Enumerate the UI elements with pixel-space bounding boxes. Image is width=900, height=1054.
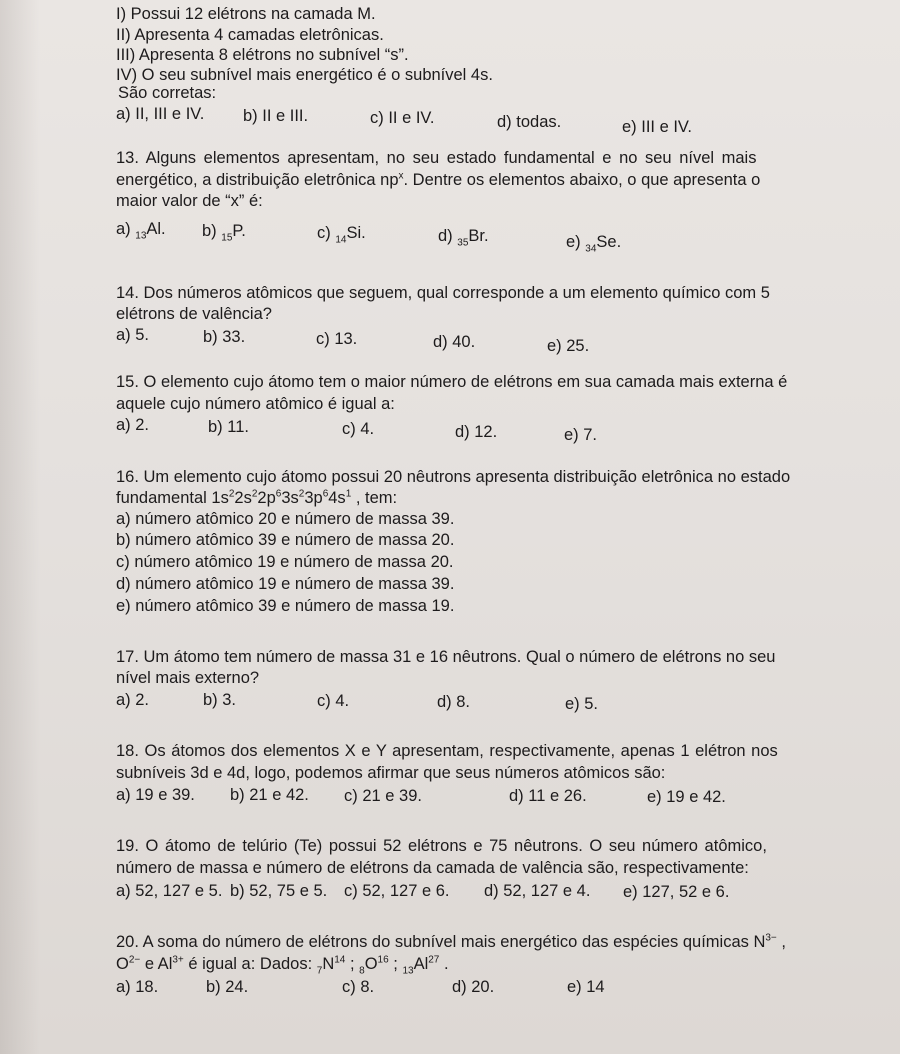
question-text: número de massa e número de elétrons da camada de valência são, respectivamente: xyxy=(116,859,749,877)
option-d: d) 11 e 26. xyxy=(509,787,587,805)
option-b: b) $_{15}$P. xyxy=(202,222,246,244)
option-a: a) 18. xyxy=(116,978,159,996)
nuclide-n: $_7N^{14}$ xyxy=(316,954,346,977)
question-text: 18. Os átomos dos elementos X e Y apresentam, respectivamente, apenas 1 elétron nos xyxy=(116,742,778,760)
option-d: d) $_{35}$Br. xyxy=(438,227,489,249)
option-b: b) número atômico 39 e número de massa 20. xyxy=(116,531,455,549)
option-a: a) número atômico 20 e número de massa 39. xyxy=(116,510,455,528)
question-text: maior valor de “x” é: xyxy=(116,192,263,210)
statement-iii: III) Apresenta 8 elétrons no subnível “s”. xyxy=(116,46,409,64)
electron-configuration: $1s^22s^22p^63s^23p^64s^1$ xyxy=(211,488,352,507)
option-b: b) 52, 75 e 5. xyxy=(230,882,328,900)
option-c: c) 13. xyxy=(316,330,358,348)
option-b: b) 24. xyxy=(206,978,249,996)
option-a: a) 2. xyxy=(116,691,150,709)
option-d: d) todas. xyxy=(497,113,562,131)
option-d: d) 52, 127 e 4. xyxy=(484,882,591,900)
question-text: $O^{2-}$ e $Al^{3+}$ é igual a: Dados: $_7N^{14}$ ; $_8O^{16}$ ; $_{13}Al^{27}$ . xyxy=(116,954,449,977)
question-text: subníveis 3d e 4d, logo, podemos afirmar que seus números atômicos são: xyxy=(116,764,666,782)
question-text: 17. Um átomo tem número de massa 31 e 16 nêutrons. Qual o número de elétrons no seu xyxy=(116,648,776,666)
question-text: aquele cujo número atômico é igual a: xyxy=(116,395,395,413)
option-a: a) 19 e 39. xyxy=(116,786,195,804)
superscript: x xyxy=(398,170,404,182)
option-e: e) 5. xyxy=(565,695,599,713)
question-prompt: São corretas: xyxy=(118,84,217,102)
option-e: e) 14 xyxy=(567,978,605,996)
option-a: a) $_{13}$Al. xyxy=(116,220,166,242)
option-e: e) 19 e 42. xyxy=(647,788,726,806)
option-e: e) 7. xyxy=(564,426,598,444)
option-b: b) 33. xyxy=(203,328,246,346)
option-e: e) número atômico 39 e número de massa 19. xyxy=(116,597,455,615)
option-c: c) número atômico 19 e número de massa 20. xyxy=(116,553,454,571)
question-text: nível mais externo? xyxy=(116,669,260,687)
option-c: c) $_{14}$Si. xyxy=(317,224,366,246)
option-b: b) 11. xyxy=(208,418,249,436)
option-b: b) 3. xyxy=(203,691,237,709)
question-text: 15. O elemento cujo átomo tem o maior número de elétrons em sua camada mais externa é xyxy=(116,373,788,391)
option-c: c) 21 e 39. xyxy=(344,787,422,805)
option-c: c) 4. xyxy=(317,692,350,710)
option-c: c) 4. xyxy=(342,420,375,438)
option-e: e) $_{34}$Se. xyxy=(566,233,622,255)
option-d: d) número atômico 19 e número de massa 39. xyxy=(116,575,455,593)
statement-ii: II) Apresenta 4 camadas eletrônicas. xyxy=(116,26,384,44)
option-b: b) II e III. xyxy=(243,107,309,125)
option-d: d) 20. xyxy=(452,978,495,996)
option-d: d) 12. xyxy=(455,423,498,441)
question-text: 19. O átomo de telúrio (Te) possui 52 elétrons e 75 nêutrons. O seu número atômico, xyxy=(116,837,767,855)
question-text xyxy=(116,170,760,190)
nuclide-al: $_{13}Al^{27}$ xyxy=(402,954,440,977)
option-c: c) 8. xyxy=(342,978,375,996)
page-shadow xyxy=(0,0,40,1054)
option-a: a) 52, 127 e 5. xyxy=(116,882,223,900)
nuclide-o: $_8O^{16}$ xyxy=(359,954,389,977)
question-text: 20. A soma do número de elétrons do subnível mais energético das espécies químicas $N^{3-}$ , xyxy=(116,932,786,951)
option-d: d) 40. xyxy=(433,333,476,351)
text-part: . Dentre os elementos abaixo, o que apresenta o xyxy=(403,171,761,189)
option-b: b) 21 e 42. xyxy=(230,786,309,804)
question-text: elétrons de valência? xyxy=(116,305,272,323)
question-text: fundamental $1s^22s^22p^63s^23p^64s^1$ , tem: xyxy=(116,488,398,507)
question-text: 14. Dos números atômicos que seguem, qual corresponde a um elemento químico com 5 xyxy=(116,284,770,302)
option-c: c) II e IV. xyxy=(370,109,435,127)
option-e: e) III e IV. xyxy=(622,118,693,136)
option-c: c) 52, 127 e 6. xyxy=(344,882,450,900)
text-part: energético, a distribuição eletrônica np xyxy=(116,171,399,189)
option-e: e) 127, 52 e 6. xyxy=(623,883,730,901)
question-text: 16. Um elemento cujo átomo possui 20 nêutrons apresenta distribuição eletrônica no estado xyxy=(116,468,791,486)
statement-i: I) Possui 12 elétrons na camada M. xyxy=(116,5,376,23)
option-a: a) 2. xyxy=(116,416,150,434)
option-a: a) 5. xyxy=(116,326,150,344)
option-d: d) 8. xyxy=(437,693,471,711)
option-e: e) 25. xyxy=(547,337,590,355)
question-text: 13. Alguns elementos apresentam, no seu estado fundamental e no seu nível mais xyxy=(116,149,757,167)
option-a: a) II, III e IV. xyxy=(116,105,205,123)
statement-iv: IV) O seu subnível mais energético é o subnível 4s. xyxy=(116,66,493,84)
